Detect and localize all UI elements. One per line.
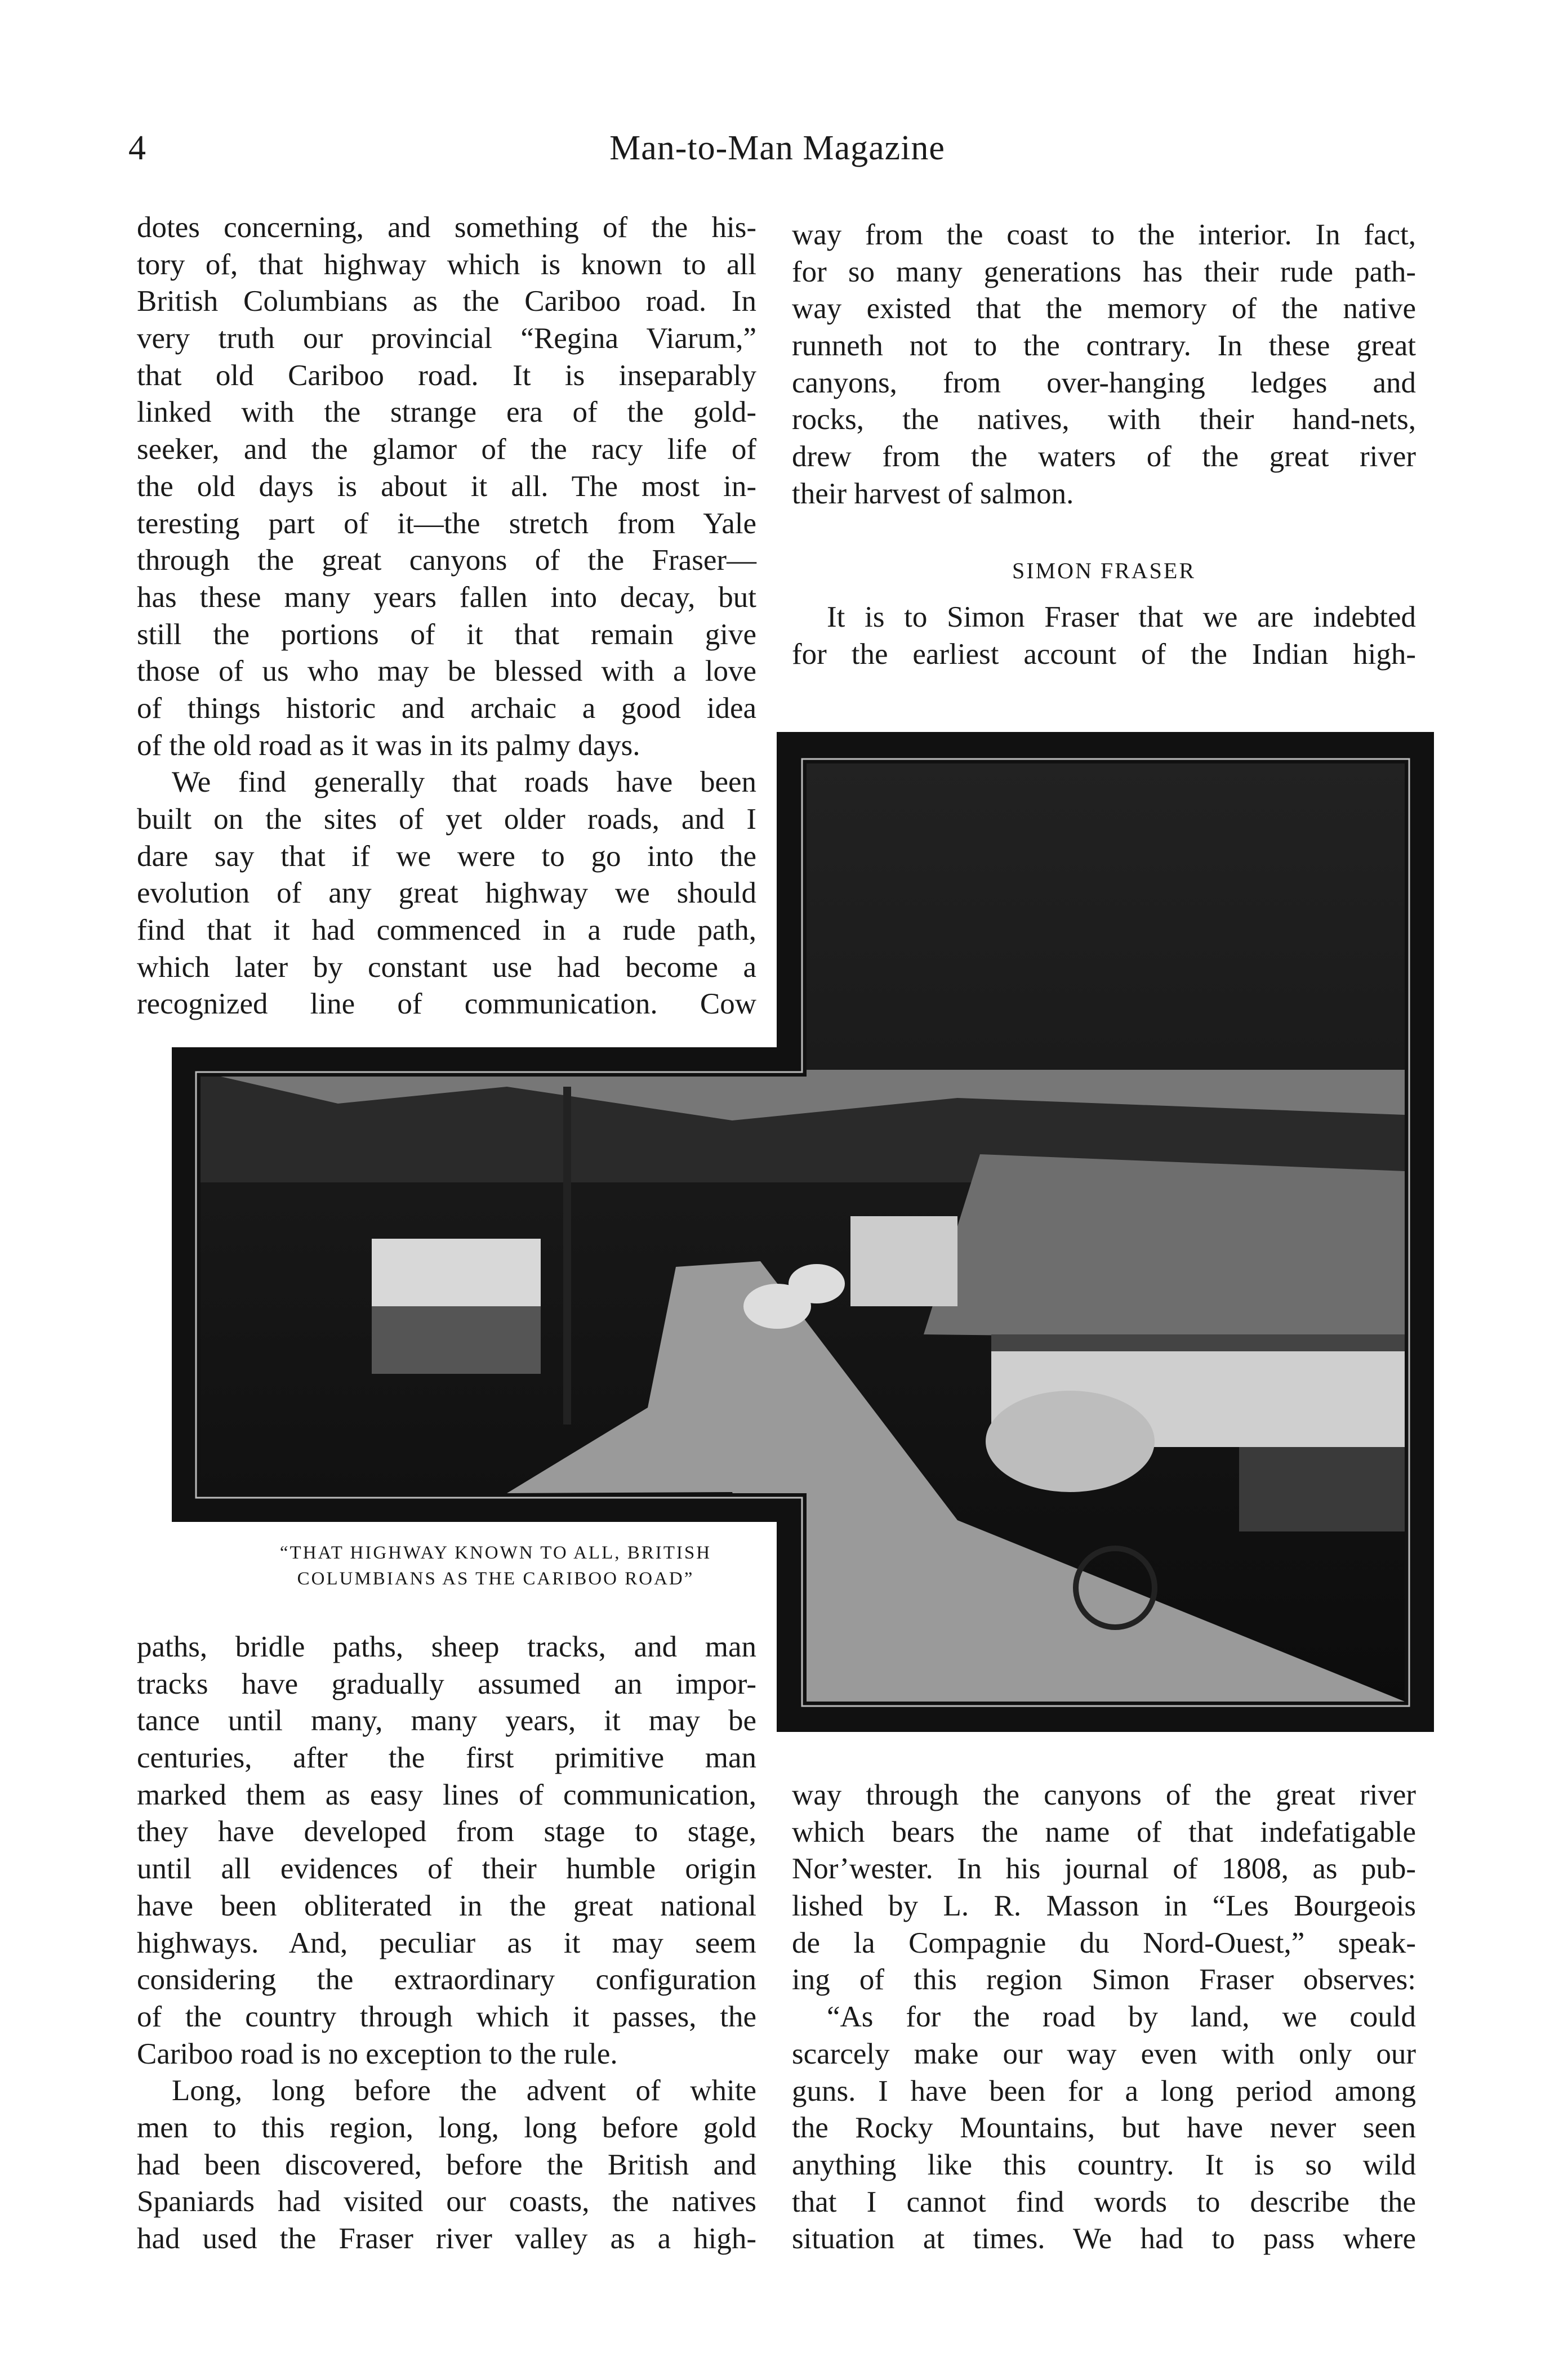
text-line: drew from the waters of the great river — [792, 440, 1416, 474]
text-line: guns. I have been for a long period among — [792, 2074, 1416, 2107]
text-line: that old Cariboo road. It is inseparably — [137, 359, 756, 392]
text-line: very truth our provincial “Regina Viarum,” — [137, 322, 756, 355]
text-line: dotes concerning, and something of the his- — [137, 211, 756, 244]
text-line: seeker, and the glamor of the racy life of — [137, 433, 756, 466]
text-line: for so many generations has their rude path- — [792, 255, 1416, 288]
fence — [1239, 1447, 1405, 1531]
text-line: British Columbians as the Cariboo road. In — [137, 285, 756, 318]
text-line: Long, long before the advent of white — [172, 2074, 756, 2107]
text-line: the Rocky Mountains, but have never seen — [792, 2111, 1416, 2145]
text-line: those of us who may be blessed with a love — [137, 655, 756, 688]
text-line: paths, bridle paths, sheep tracks, and man — [137, 1631, 756, 1663]
text-line: canyons, from over-hanging ledges and — [792, 366, 1416, 399]
text-line: find that it had commenced in a rude path, — [137, 914, 756, 947]
text-line: scarcely make our way even with only our — [792, 2037, 1416, 2070]
text-line: dare say that if we were to go into the — [137, 840, 756, 873]
text-line: lished by L. R. Masson in “Les Bourgeois — [792, 1890, 1416, 1923]
text-line: of the country through which it passes, the — [137, 2000, 756, 2033]
text-line: that I cannot find words to describe the — [792, 2185, 1416, 2218]
text-line: tory of, that highway which is known to all — [137, 248, 756, 281]
caption-line: “THAT HIGHWAY KNOWN TO ALL, BRITISH — [279, 1543, 712, 1563]
mid-building — [850, 1216, 957, 1306]
text-line: “As for the road by land, we could — [827, 2001, 1416, 2034]
text-line: their harvest of salmon. — [792, 477, 1074, 510]
text-line: marked them as easy lines of communication, — [137, 1778, 756, 1811]
text-line: of the old road as it was in its palmy days. — [137, 729, 640, 762]
text-line: way existed that the memory of the native — [792, 292, 1416, 325]
text-line: of things historic and archaic a good idea — [137, 691, 756, 725]
text-line: have been obliterated in the great national — [137, 1889, 756, 1922]
text-line: considering the extraordinary configuration — [137, 1963, 756, 1997]
text-line: highways. And, peculiar as it may seem — [137, 1926, 756, 1959]
text-line: men to this region, long, long before gold — [137, 2111, 756, 2144]
text-line: way through the canyons of the great river — [792, 1779, 1416, 1811]
text-line: until all evidences of their humble origin — [137, 1852, 756, 1886]
left-column-bottom — [137, 1629, 756, 2258]
large-roof — [924, 1154, 1405, 1340]
text-line: Spaniards had visited our coasts, the natives — [137, 2185, 756, 2218]
text-line: way from the coast to the interior. In fact, — [792, 218, 1416, 251]
text-line: de la Compagnie du Nord-Ouest,” speak- — [792, 1926, 1416, 1959]
text-line: built on the sites of yet older roads, and I — [137, 803, 756, 836]
text-line: Nor’wester. In his journal of 1808, as pub- — [792, 1852, 1416, 1886]
text-line: the old days is about it all. The most in- — [137, 470, 756, 503]
text-line: has these many years fallen into decay, but — [137, 581, 756, 614]
text-line: anything like this country. It is so wild — [792, 2148, 1416, 2181]
text-line: linked with the strange era of the gold- — [137, 396, 756, 429]
photo-caption — [203, 1540, 789, 1592]
text-line: they have developed from stage to stage, — [137, 1815, 756, 1848]
text-line: tance until many, many years, it may be — [137, 1704, 756, 1738]
text-line: which later by constant use had become a — [137, 950, 756, 984]
text-line: situation at times. We had to pass where — [792, 2222, 1416, 2256]
caption-line: COLUMBIANS AS THE CARIBOO ROAD” — [297, 1569, 694, 1589]
text-line: ing of this region Simon Fraser observes: — [792, 1963, 1416, 1997]
text-line: evolution of any great highway we should — [137, 877, 756, 910]
text-line: runneth not to the contrary. In these great — [792, 329, 1416, 363]
text-line: for the earliest account of the Indian high- — [792, 637, 1416, 671]
text-line: through the great canyons of the Fraser— — [137, 544, 756, 577]
text-line: had used the Fraser river valley as a high- — [137, 2222, 756, 2255]
text-line: recognized line of communication. Cow — [137, 988, 756, 1021]
text-line: We find generally that roads have been — [172, 766, 756, 799]
running-title: Man-to-Man Magazine — [609, 129, 945, 167]
text-line: rocks, the natives, with their hand-nets, — [792, 403, 1416, 436]
text-line: still the portions of it that remain give — [137, 618, 756, 651]
wagon — [986, 1391, 1155, 1492]
text-line: teresting part of it—the stretch from Yale — [137, 507, 756, 540]
text-line: Cariboo road is no exception to the rule. — [137, 2037, 618, 2070]
page-number: 4 — [128, 129, 146, 167]
section-heading: SIMON FRASER — [1012, 558, 1196, 583]
text-line: tracks have gradually assumed an impor- — [137, 1667, 756, 1700]
text-line: which bears the name of that indefatigable — [792, 1815, 1416, 1848]
text-line: centuries, after the first primitive man — [137, 1742, 756, 1775]
text-line: had been discovered, before the British and — [137, 2148, 756, 2181]
right-column-bottom — [792, 1777, 1416, 2258]
telegraph-pole — [563, 1087, 571, 1425]
text-line: It is to Simon Fraser that we are indebted — [827, 601, 1416, 633]
